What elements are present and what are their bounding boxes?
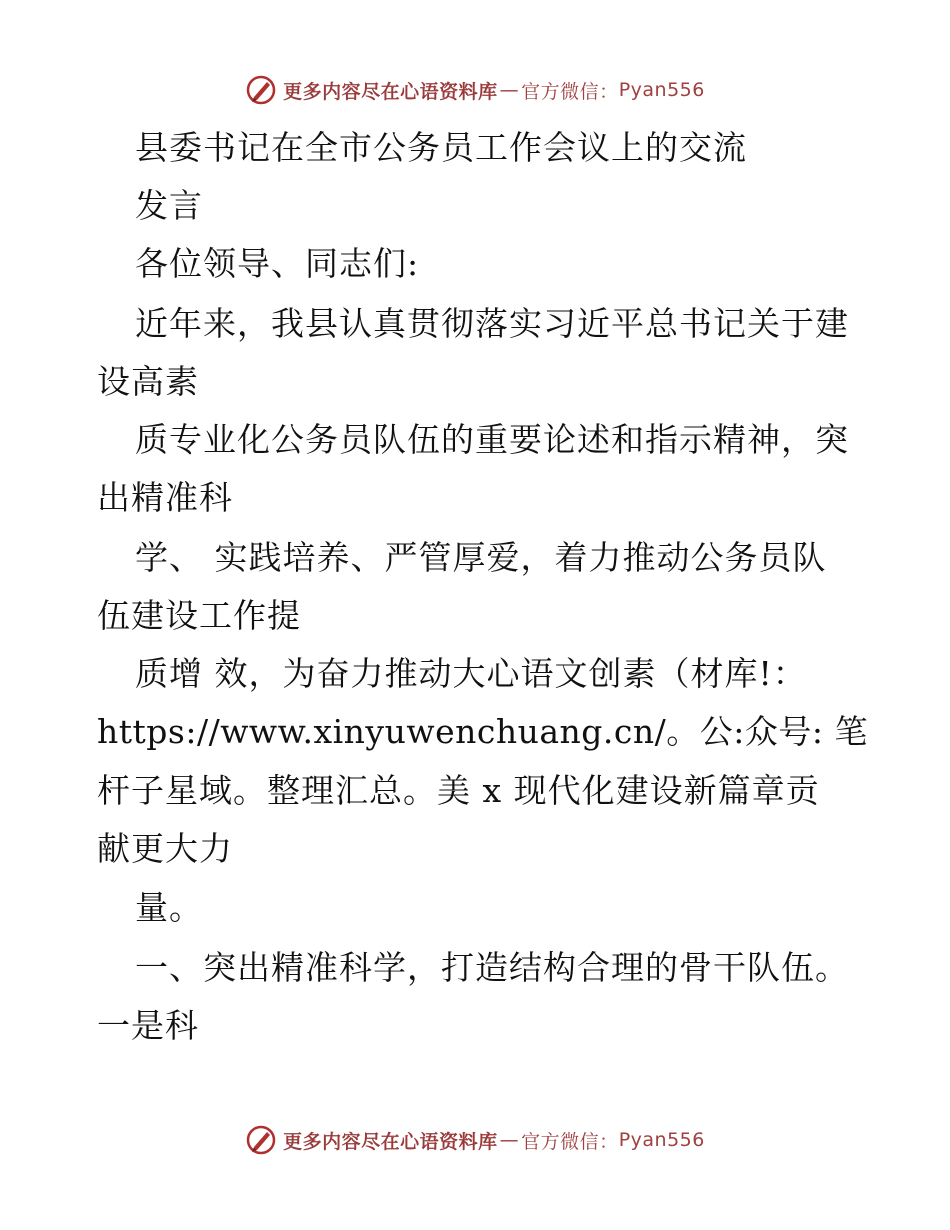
doc-line-url: https://www.xinyuwenchuang.cn/。公:众号: 笔 [97,712,868,751]
doc-title-line-1: 县委书记在全市公务员工作会议上的交流 [135,128,747,167]
watermark-wechat-id: Pyan556 [618,1129,705,1151]
doc-line: 献更大力 [97,829,233,868]
pen-logo-icon [245,74,277,106]
doc-line: 量。 [135,888,203,927]
watermark-prefix: 更多内容尽在心语资料库 [283,1130,498,1153]
watermark-wechat-label: 官方微信： [521,1130,619,1153]
watermark-wechat-label: 官方微信： [521,80,619,103]
doc-line: 近年来，我县认真贯彻落实习近平总书记关于建 [135,304,849,343]
doc-line: 质增 效，为奋力推动大心语文创素（材库!： [135,654,807,693]
doc-line: 出精准科 [97,478,233,517]
footer-watermark [0,1120,950,1160]
watermark-prefix: 更多内容尽在心语资料库 [283,80,498,103]
doc-line: 设高素 [97,362,199,401]
doc-line: 质专业化公务员队伍的重要论述和指示精神，突 [135,420,849,459]
doc-line: 一是科 [97,1006,199,1045]
doc-line: 学、 实践培养、严管厚爱，着力推动公务员队 [135,538,827,577]
doc-line: 伍建设工作提 [97,596,301,635]
pen-logo-icon [245,1124,277,1156]
watermark-dash: — [499,1129,520,1151]
watermark-dash: — [499,79,520,101]
watermark-wechat-id: Pyan556 [618,79,705,101]
header-watermark [0,70,950,110]
doc-section-heading: 一、突出精准科学，打造结构合理的骨干队伍。 [135,948,849,987]
doc-line: 杆子星域。整理汇总。美 x 现代化建设新篇章贡 [97,771,820,810]
doc-salutation: 各位领导、同志们: [135,244,420,283]
doc-title-line-2: 发言 [135,186,203,225]
